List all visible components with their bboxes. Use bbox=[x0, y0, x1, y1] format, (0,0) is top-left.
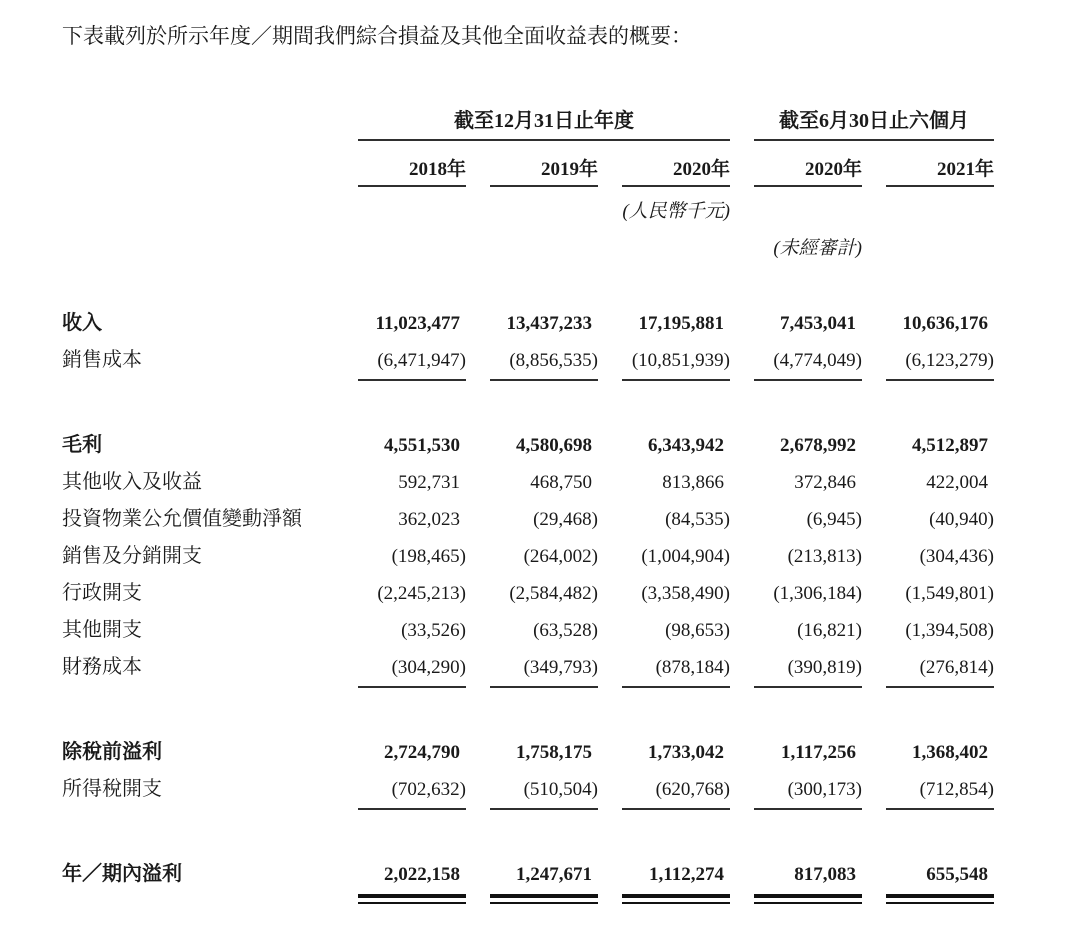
cell-value: (2,584,482) bbox=[509, 583, 598, 604]
cell-value: 468,750 bbox=[530, 472, 592, 493]
audit-note-row bbox=[62, 224, 994, 261]
financial-table bbox=[62, 104, 994, 904]
cell-value: (264,002) bbox=[523, 546, 598, 567]
cell-value: 1,758,175 bbox=[516, 742, 592, 763]
year-header-2021-interim: 2021年 bbox=[886, 141, 994, 187]
cell-value: 7,453,041 bbox=[780, 313, 856, 334]
cell-value: (6,471,947) bbox=[358, 342, 466, 381]
row-label: 收入 bbox=[62, 312, 102, 334]
spacer bbox=[62, 261, 994, 305]
label-column-spacer bbox=[62, 141, 358, 187]
cell-value: (349,793) bbox=[490, 649, 598, 688]
cell-value: (213,813) bbox=[787, 546, 862, 567]
cell-value: (198,465) bbox=[391, 546, 466, 567]
table-row bbox=[62, 538, 994, 575]
cell-value: 6,343,942 bbox=[648, 435, 724, 456]
cell-value: (1,004,904) bbox=[641, 546, 730, 567]
cell-value: (1,549,801) bbox=[905, 583, 994, 604]
cell-value: (1,306,184) bbox=[773, 583, 862, 604]
row-label: 財務成本 bbox=[62, 656, 142, 678]
cell-value: (40,940) bbox=[929, 509, 994, 530]
cell-value: (2,245,213) bbox=[377, 583, 466, 604]
cell-value: (33,526) bbox=[401, 620, 466, 641]
cell-value: (276,814) bbox=[886, 649, 994, 688]
table-row bbox=[62, 856, 994, 904]
unaudited-note: (未經審計) bbox=[773, 238, 862, 259]
cell-value: (63,528) bbox=[533, 620, 598, 641]
table-row bbox=[62, 612, 994, 649]
cell-value: (6,123,279) bbox=[886, 342, 994, 381]
row-label: 銷售成本 bbox=[62, 349, 142, 371]
cell-value: (4,774,049) bbox=[754, 342, 862, 381]
year-header-2020-interim: 2020年 bbox=[754, 141, 862, 187]
cell-value: 13,437,233 bbox=[506, 313, 592, 334]
cell-value: (712,854) bbox=[886, 771, 994, 810]
cell-value: (510,504) bbox=[490, 771, 598, 810]
cell-value: 11,023,477 bbox=[375, 313, 460, 334]
row-label: 所得稅開支 bbox=[62, 778, 162, 800]
intro-text: 下表載列於所示年度／期間我們綜合損益及其他全面收益表的概要： bbox=[62, 24, 692, 48]
cell-value: 372,846 bbox=[794, 472, 856, 493]
table-row bbox=[62, 771, 994, 810]
table-row bbox=[62, 501, 994, 538]
cell-value: 813,866 bbox=[662, 472, 724, 493]
table-row bbox=[62, 427, 994, 464]
row-label: 除稅前溢利 bbox=[62, 741, 162, 763]
year-header-2020: 2020年 bbox=[622, 141, 730, 187]
row-label: 其他開支 bbox=[62, 619, 142, 641]
cell-value: (10,851,939) bbox=[622, 342, 730, 381]
cell-value: (6,945) bbox=[806, 509, 862, 530]
double-rule bbox=[754, 894, 862, 904]
row-label: 其他收入及收益 bbox=[62, 471, 202, 493]
table-rows bbox=[62, 305, 994, 904]
spacer bbox=[62, 810, 994, 856]
cell-value: 817,083 bbox=[754, 856, 862, 904]
cell-value: 17,195,881 bbox=[638, 313, 724, 334]
cell-value: (16,821) bbox=[797, 620, 862, 641]
cell-value: (1,394,508) bbox=[905, 620, 994, 641]
table-row bbox=[62, 734, 994, 771]
cell-value: 362,023 bbox=[398, 509, 460, 530]
cell-value: (29,468) bbox=[533, 509, 598, 530]
cell-value: (390,819) bbox=[754, 649, 862, 688]
cell-value: (84,535) bbox=[665, 509, 730, 530]
cell-value: 1,733,042 bbox=[648, 742, 724, 763]
cell-value: (3,358,490) bbox=[641, 583, 730, 604]
cell-value: (304,436) bbox=[919, 546, 994, 567]
table-row bbox=[62, 342, 994, 381]
cell-value: (304,290) bbox=[358, 649, 466, 688]
cell-value: 4,580,698 bbox=[516, 435, 592, 456]
cell-value: 1,368,402 bbox=[912, 742, 988, 763]
cell-value: 592,731 bbox=[398, 472, 460, 493]
spacer bbox=[62, 381, 994, 427]
cell-value: (702,632) bbox=[358, 771, 466, 810]
currency-unit-note: (人民幣千元) bbox=[622, 201, 730, 222]
table-row bbox=[62, 305, 994, 342]
cell-value: (878,184) bbox=[622, 649, 730, 688]
double-rule bbox=[358, 894, 466, 904]
cell-value: 4,551,530 bbox=[384, 435, 460, 456]
cell-value: 10,636,176 bbox=[902, 313, 988, 334]
label-column-spacer bbox=[62, 104, 358, 141]
table-row bbox=[62, 575, 994, 612]
row-label: 銷售及分銷開支 bbox=[62, 545, 202, 567]
cell-value: 422,004 bbox=[926, 472, 988, 493]
year-header-2019: 2019年 bbox=[490, 141, 598, 187]
row-label: 年／期內溢利 bbox=[62, 863, 182, 885]
spacer bbox=[62, 688, 994, 734]
cell-value: (620,768) bbox=[622, 771, 730, 810]
cell-value: 2,724,790 bbox=[384, 742, 460, 763]
table-row bbox=[62, 649, 994, 688]
group-header-row bbox=[62, 104, 994, 141]
row-label: 行政開支 bbox=[62, 582, 142, 604]
cell-value: (300,173) bbox=[754, 771, 862, 810]
double-rule bbox=[886, 894, 994, 904]
double-rule bbox=[490, 894, 598, 904]
double-rule bbox=[622, 894, 730, 904]
unit-note-row bbox=[62, 187, 994, 224]
cell-value: 2,678,992 bbox=[780, 435, 856, 456]
cell-value: 655,548 bbox=[886, 856, 994, 904]
cell-value: 4,512,897 bbox=[912, 435, 988, 456]
cell-value: (8,856,535) bbox=[490, 342, 598, 381]
cell-value: 2,022,158 bbox=[358, 856, 466, 904]
row-label: 毛利 bbox=[62, 434, 102, 456]
table-row bbox=[62, 464, 994, 501]
cell-value: 1,112,274 bbox=[622, 856, 730, 904]
row-label: 投資物業公允價值變動淨額 bbox=[62, 508, 302, 530]
cell-value: 1,117,256 bbox=[781, 742, 856, 763]
group-header-annual: 截至12月31日止年度 bbox=[358, 104, 730, 141]
cell-value: 1,247,671 bbox=[490, 856, 598, 904]
group-header-interim: 截至6月30日止六個月 bbox=[754, 104, 994, 141]
year-header-row bbox=[62, 141, 994, 187]
year-header-2018: 2018年 bbox=[358, 141, 466, 187]
cell-value: (98,653) bbox=[665, 620, 730, 641]
